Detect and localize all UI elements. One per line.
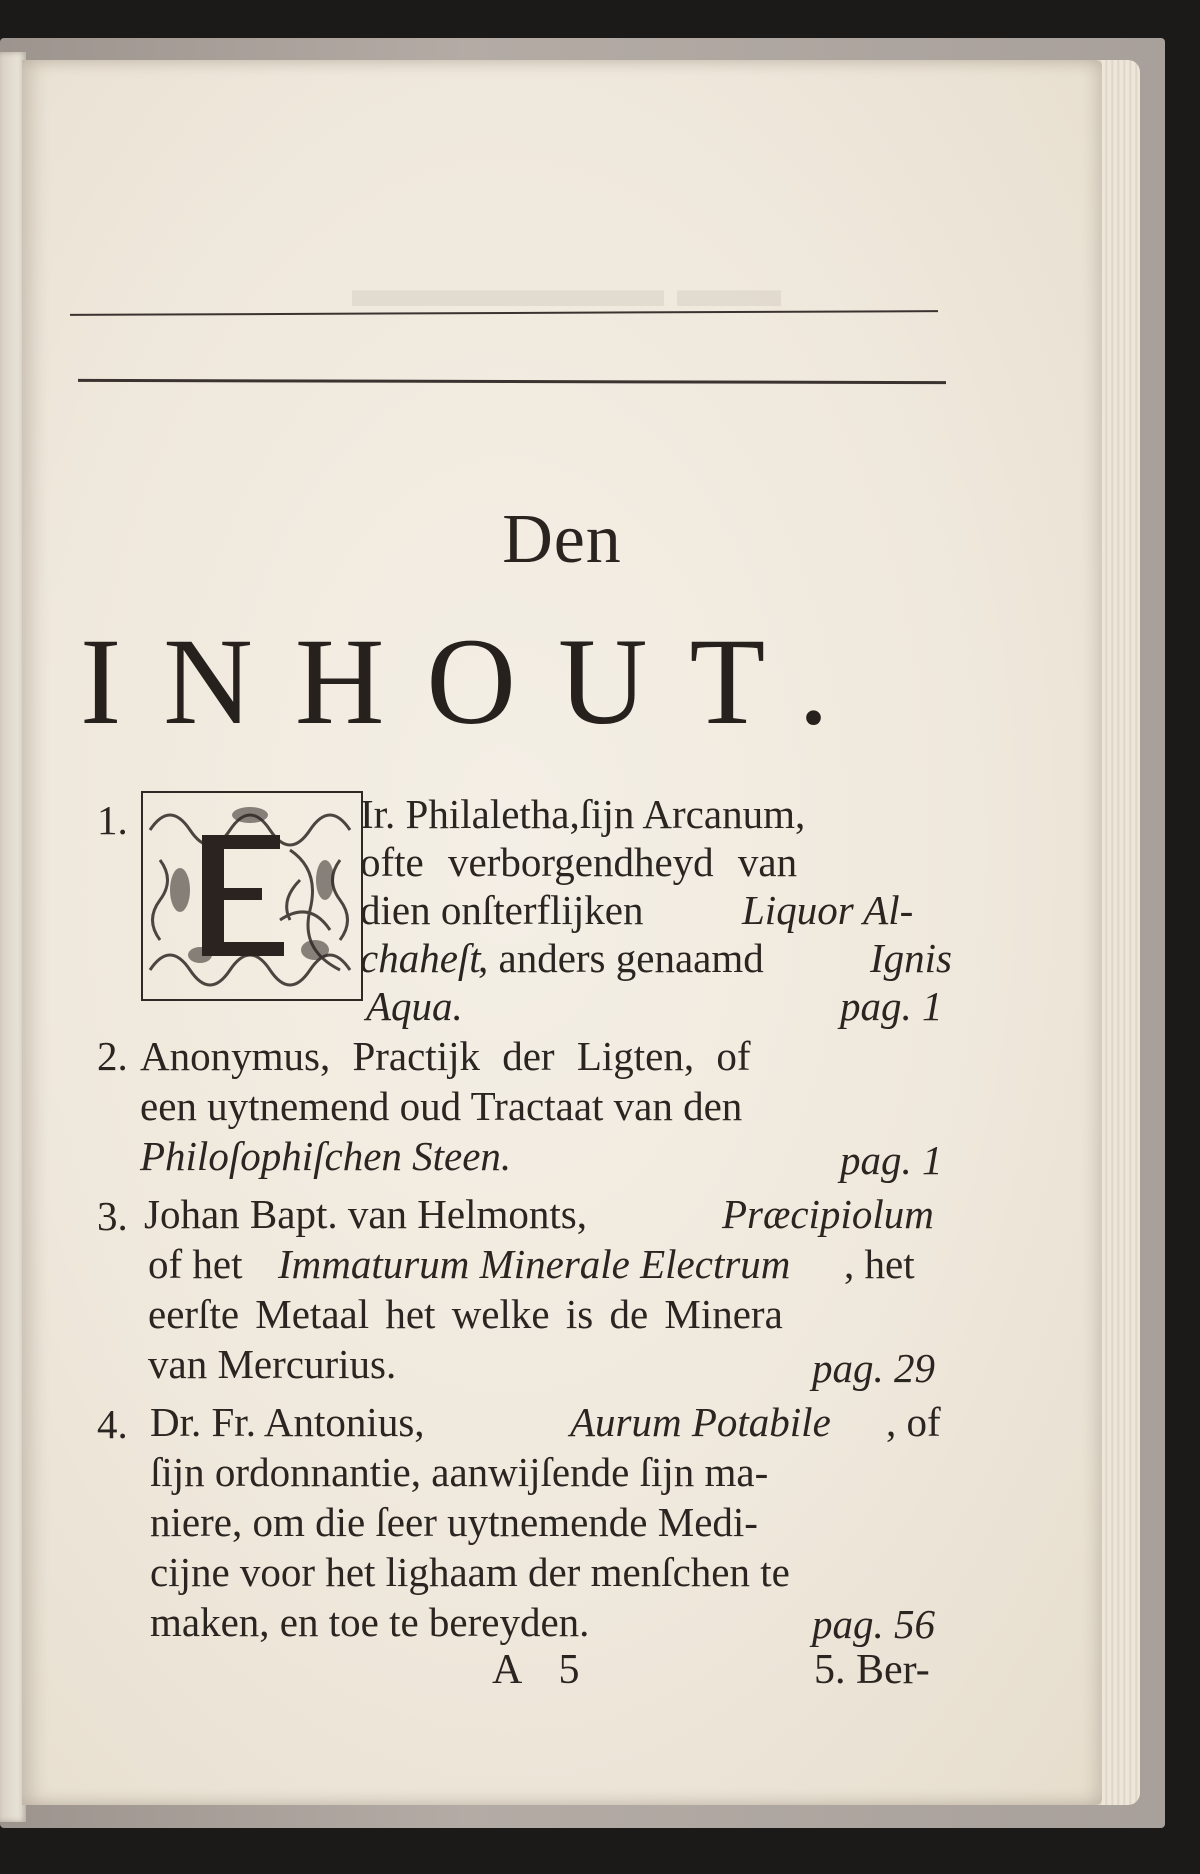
page-reference: pag. 1 [840,983,943,1029]
entry-line-italic: Philoſophiſchen Steen. [140,1133,512,1179]
entry-line: Johan Bapt. van Helmonts, [144,1191,587,1237]
entry-line: niere, om die ſeer uytnemende Medi- [150,1499,758,1545]
book-page [22,60,1102,1805]
heading-inhout: INHOUT. [80,613,872,750]
decorated-initial-e-icon [140,790,364,1002]
page-reference: pag. 29 [812,1345,935,1391]
entry-line-italic: Immaturum Minerale Electrum [278,1241,791,1287]
entry-line: Anonymus, Practijk der Ligten, of [140,1033,751,1079]
entry-number: 1. [97,797,128,843]
entry-line: ſijn ordonnantie, aanwijſende ſijn ma- [150,1449,769,1495]
entry-number: 2. [97,1033,128,1079]
entry-line-italic: Ignis [870,935,952,981]
page-reference: pag. 56 [812,1601,935,1647]
entry-line-italic: chaheſt [360,935,481,981]
entry-line: , anders genaamd [478,935,764,981]
bottom-rule [78,379,946,384]
entry-line-italic: Aurum Potabile [570,1399,831,1445]
page-reference: pag. 1 [840,1137,943,1183]
heading-den: Den [502,501,622,578]
signature-mark: A 5 [492,1647,594,1693]
entry-number: 4. [97,1401,128,1447]
entry-line-italic: Aqua. [366,983,463,1029]
entry-line: , of [886,1399,941,1445]
entry-line: een uytnemend oud Tractaat van den [140,1083,743,1129]
show-through-ghost: ▬▬ ▬▬▬▬▬▬ [352,261,781,318]
entry-line: Dr. Fr. Antonius, [150,1399,425,1445]
entry-line-italic: Præcipiolum [722,1191,934,1237]
entry-line: , het [844,1241,915,1287]
entry-line: cijne voor het lighaam der menſchen te [150,1549,790,1595]
entry-line-italic: Liquor Al- [742,887,914,933]
entry-line: Ir. Philaletha,ſijn Arcanum, [360,791,806,837]
entry-line: maken, en toe te bereyden. [150,1599,590,1645]
catchword: 5. Ber- [814,1647,930,1693]
entry-line: ofte verborgendheyd van [360,839,798,885]
entry-line: of het [148,1241,243,1287]
entry-number: 3. [97,1193,128,1239]
entry-line: van Mercurius. [148,1341,397,1387]
entry-line: dien onſterflijken [360,887,644,933]
entry-line: eerſte Metaal het welke is de Minera [148,1291,783,1337]
